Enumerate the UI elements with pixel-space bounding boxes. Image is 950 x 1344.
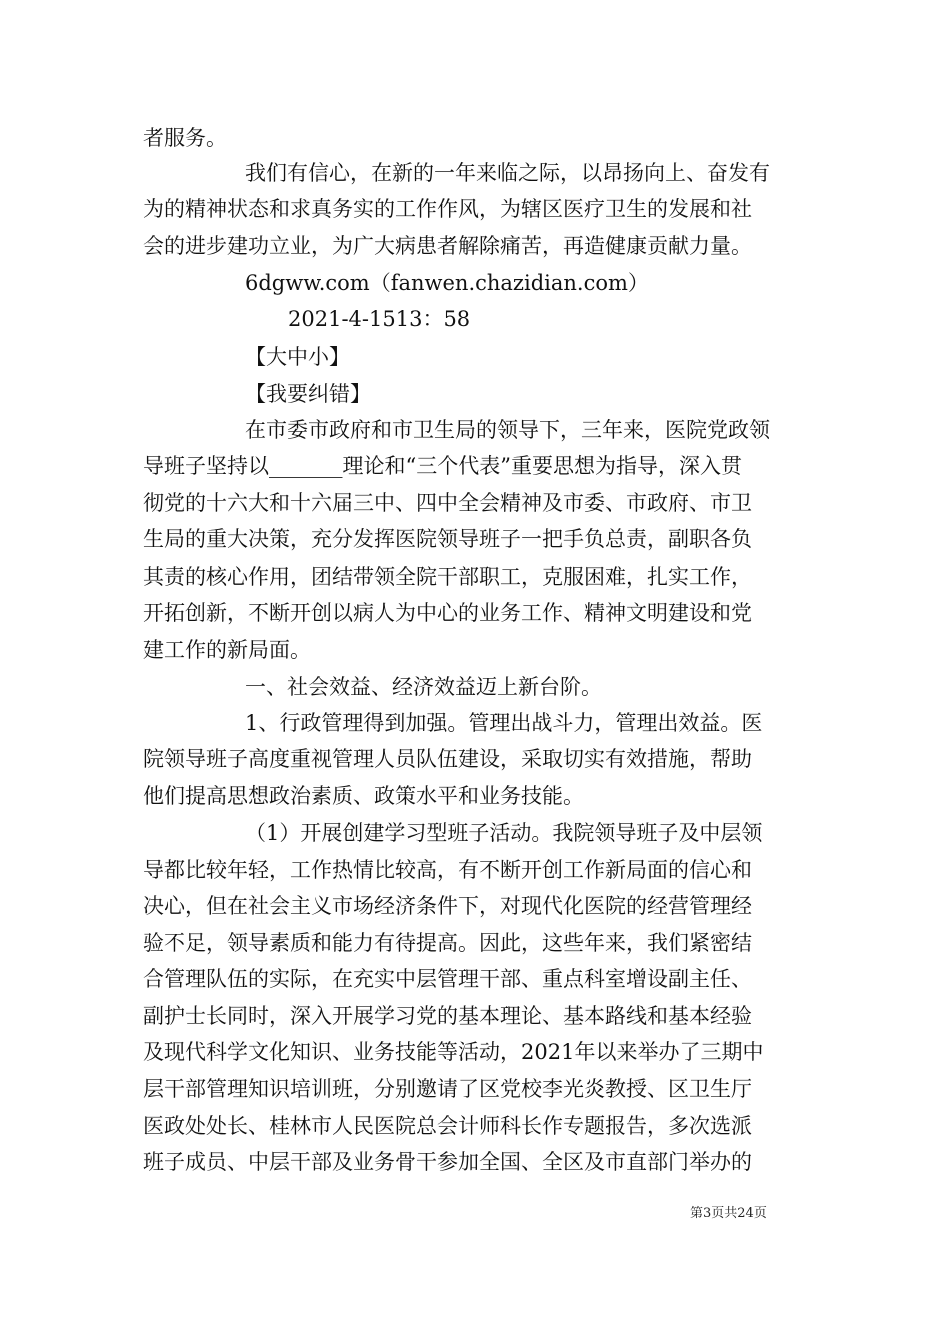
text-line: 者服务。: [143, 126, 227, 150]
page-number: 第3页共24页: [690, 1206, 767, 1221]
text-line: 2021-4-1513：58: [288, 307, 471, 331]
text-line: 层干部管理知识培训班，分别邀请了区党校李光炎教授、区卫生厅: [143, 1077, 752, 1101]
text-line: 一、社会效益、经济效益迈上新台阶。: [245, 675, 602, 699]
text-line: 6dgww.com（fanwen.chazidian.com）: [245, 271, 649, 295]
text-line: （1）开展创建学习型班子活动。我院领导班子及中层领: [245, 821, 763, 845]
text-line: 导班子坚持以_______理论和“三个代表”重要思想为指导，深入贯: [143, 454, 742, 478]
text-line: 医政处处长、桂林市人民医院总会计师科长作专题报告，多次选派: [143, 1114, 752, 1138]
text-line: 开拓创新，不断开创以病人为中心的业务工作、精神文明建设和党: [143, 601, 752, 625]
text-line: 生局的重大决策，充分发挥医院领导班子一把手负总责，副职各负: [143, 527, 752, 551]
text-line: 他们提高思想政治素质、政策水平和业务技能。: [143, 784, 584, 808]
text-line: 及现代科学文化知识、业务技能等活动，2021年以来举办了三期中: [143, 1040, 764, 1064]
text-line: 【大中小】: [245, 345, 350, 369]
text-line: 院领导班子高度重视管理人员队伍建设，采取切实有效措施，帮助: [143, 747, 752, 771]
text-line: 为的精神状态和求真务实的工作作风，为辖区医疗卫生的发展和社: [143, 197, 752, 221]
text-line: 彻党的十六大和十六届三中、四中全会精神及市委、市政府、市卫: [143, 491, 752, 515]
text-line: 决心，但在社会主义市场经济条件下，对现代化医院的经营管理经: [143, 894, 752, 918]
text-line: 合管理队伍的实际，在充实中层管理干部、重点科室增设副主任、: [143, 967, 752, 991]
text-line: 会的进步建功立业，为广大病患者解除痛苦，再造健康贡献力量。: [143, 234, 752, 258]
text-line: 其责的核心作用，团结带领全院干部职工，克服困难，扎实工作，: [143, 565, 752, 589]
text-line: 我们有信心，在新的一年来临之际，以昂扬向上、奋发有: [245, 161, 770, 185]
text-line: 班子成员、中层干部及业务骨干参加全国、全区及市直部门举办的: [143, 1150, 752, 1174]
text-line: 验不足，领导素质和能力有待提高。因此，这些年来，我们紧密结: [143, 931, 752, 955]
text-line: 【我要纠错】: [245, 382, 371, 406]
text-line: 建工作的新局面。: [143, 638, 311, 662]
text-line: 导都比较年轻，工作热情比较高，有不断开创工作新局面的信心和: [143, 858, 752, 882]
text-line: 1、行政管理得到加强。管理出战斗力，管理出效益。医: [245, 711, 763, 735]
text-line: 副护士长同时，深入开展学习党的基本理论、基本路线和基本经验: [143, 1004, 752, 1028]
text-line: 在市委市政府和市卫生局的领导下，三年来，医院党政领: [245, 418, 770, 442]
